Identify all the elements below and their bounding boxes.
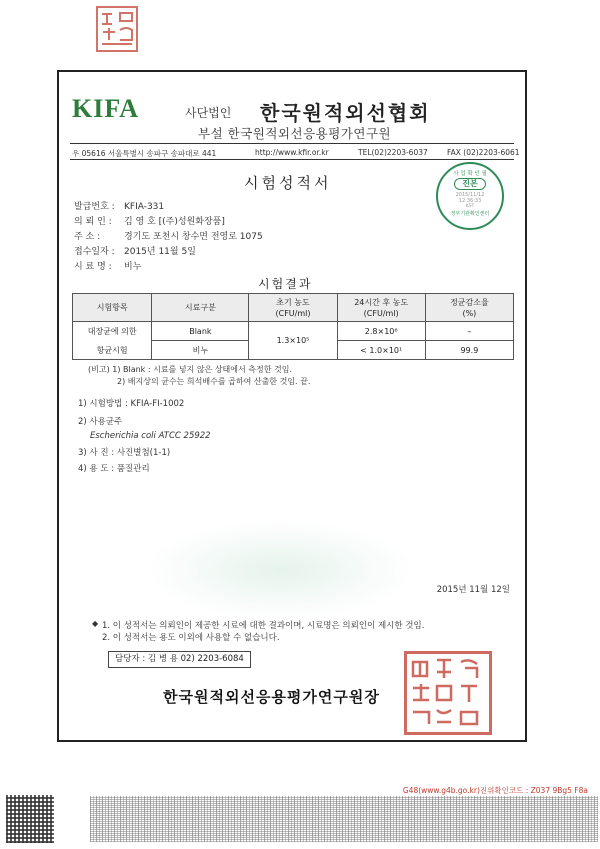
website-text: http://www.kfir.or.kr bbox=[255, 148, 329, 157]
address-text: 우 05616 서울특별시 송파구 송파대로 441 bbox=[72, 149, 217, 158]
fax-text: FAX (02)2203-6061 bbox=[447, 148, 520, 157]
info-value: 경기도 포천시 창수면 전영로 1075 bbox=[124, 232, 263, 242]
col-header-after-line2: (CFU/ml) bbox=[363, 308, 399, 318]
cell-after: < 1.0×10¹ bbox=[337, 341, 425, 360]
header-divider-top bbox=[70, 143, 514, 144]
qr-code bbox=[6, 795, 54, 843]
cell-reduction: 99.9 bbox=[425, 341, 513, 360]
disclaimer-line: 2. 이 성적서는 용도 이외에 사용할 수 없습니다. bbox=[102, 633, 280, 643]
cell-reduction: – bbox=[425, 322, 513, 341]
results-note: (비고) 1) Blank : 시료를 넣지 않은 상태에서 측정한 것임. bbox=[88, 365, 292, 374]
info-key: 시 료 명 : bbox=[74, 262, 112, 272]
top-red-seal bbox=[96, 6, 138, 52]
cell-after: 2.8×10⁶ bbox=[337, 322, 425, 341]
info-row bbox=[74, 199, 164, 212]
results-note: 2) 배지상의 균수는 희석배수를 곱하여 산출한 것임. 끝. bbox=[117, 377, 311, 386]
info-row bbox=[74, 214, 225, 227]
issue-date: 2015년 11월 12일 bbox=[436, 585, 510, 595]
cell-sample: 비누 bbox=[152, 341, 249, 360]
director-seal bbox=[404, 651, 492, 735]
contact-box: 담당자 : 김 병 용 02) 2203-6084 bbox=[108, 651, 251, 668]
org-prefix: 사단법인 bbox=[185, 106, 232, 120]
disclaimer-line: 1. 이 성적서는 의뢰인이 제공한 시료에 대한 결과이며, 시료명은 의뢰인이 제시한 것임. bbox=[102, 621, 425, 631]
col-header-reduction bbox=[425, 294, 513, 322]
tel-text: TEL(02)2203-6037 bbox=[358, 148, 428, 157]
stamp-zone: KST bbox=[465, 204, 475, 209]
info-key: 의 뢰 인 : bbox=[74, 217, 112, 227]
cell-sample: Blank bbox=[152, 322, 249, 341]
test-item-line1: 대장균에 의한 bbox=[87, 326, 137, 336]
cell-test-item bbox=[73, 322, 152, 360]
info-value: 김 영 호 [(주)성원화장품] bbox=[124, 217, 225, 227]
stamp-top-text: 사 업 확 인 필 bbox=[453, 171, 487, 177]
document-title: 시험성적서 bbox=[244, 174, 332, 192]
col-header-initial-line2: (CFU/ml) bbox=[275, 308, 311, 318]
col-header-after-line1: 24시간 후 농도 bbox=[354, 297, 409, 307]
info-row bbox=[74, 244, 196, 257]
org-name: 한국원적외선협회 bbox=[260, 101, 431, 125]
table-header-row bbox=[73, 294, 514, 322]
info-row bbox=[74, 259, 141, 272]
info-key: 주 소 : bbox=[74, 232, 101, 242]
info-value: KFIA-331 bbox=[124, 202, 165, 212]
col-header-initial bbox=[249, 294, 337, 322]
watermark bbox=[145, 520, 415, 620]
method-line: 1) 시험방법 : KFIA-FI-1002 bbox=[78, 399, 185, 409]
col-header-reduction-line1: 정균감소율 bbox=[450, 297, 489, 307]
table-row bbox=[73, 322, 514, 341]
security-barcode bbox=[90, 796, 598, 842]
cell-initial: 1.3×10⁵ bbox=[249, 322, 337, 360]
stamp-bottom-text: 정부기관확인센터 bbox=[450, 211, 490, 217]
col-header-initial-line1: 초기 농도 bbox=[276, 297, 310, 307]
method-line: 2) 사용균주 bbox=[78, 417, 123, 427]
col-header-sample: 시료구분 bbox=[152, 294, 249, 322]
header-divider-bottom bbox=[70, 159, 514, 160]
method-line: 4) 용 도 : 품질관리 bbox=[78, 464, 150, 474]
stamp-date: 2015/11/12 bbox=[455, 192, 485, 198]
method-line: 3) 사 진 : 사진별첨(1-1) bbox=[78, 448, 171, 458]
col-header-item: 시험항목 bbox=[73, 294, 152, 322]
col-header-after bbox=[337, 294, 425, 322]
results-table bbox=[72, 293, 514, 360]
stamp-label: 진본 bbox=[454, 178, 486, 190]
stamp-time: 12:36:33 bbox=[458, 198, 482, 204]
results-title: 시험결과 bbox=[258, 275, 312, 294]
verification-stamp bbox=[436, 162, 504, 230]
org-affiliate: 부설 한국원적외선응용평가연구원 bbox=[198, 126, 392, 141]
info-key: 발급번호 : bbox=[74, 202, 115, 212]
director-title: 한국원적외선응용평가연구원장 bbox=[163, 688, 380, 706]
info-value: 2015년 11월 5일 bbox=[124, 247, 196, 257]
info-value: 비누 bbox=[124, 262, 142, 272]
test-item-line2: 항균시험 bbox=[96, 345, 128, 355]
diamond-icon: ◆ bbox=[92, 619, 99, 628]
verification-code: G48(www.g4b.go.kr)진위확인코드 : Z037 9Bg5 F8a bbox=[402, 786, 588, 795]
method-line: Escherichia coli ATCC 25922 bbox=[90, 431, 211, 441]
col-header-reduction-line2: (%) bbox=[462, 308, 477, 318]
info-key: 접수일자 : bbox=[74, 247, 115, 257]
info-row bbox=[74, 229, 263, 242]
kifa-logo: KIFA bbox=[72, 94, 140, 123]
